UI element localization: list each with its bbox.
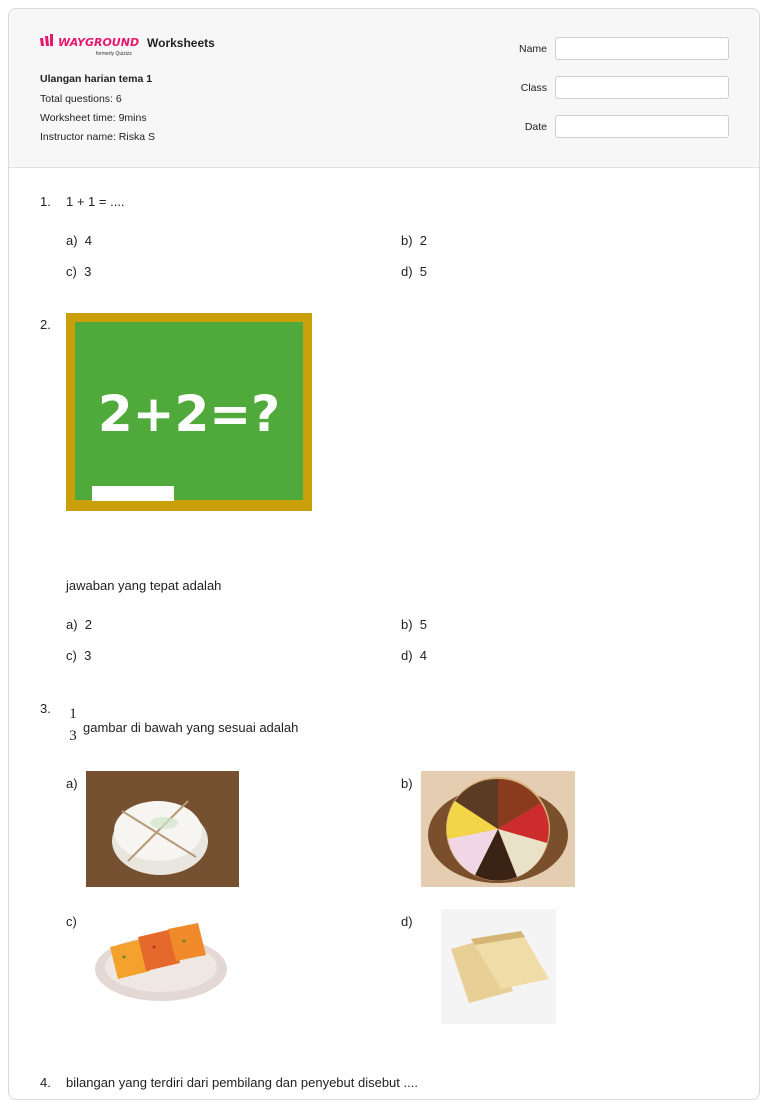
cake-image [86, 771, 239, 887]
worksheet-time: Worksheet time: 9mins [40, 112, 147, 124]
question-1-option-a [66, 233, 92, 248]
section-title: Worksheets [147, 36, 215, 50]
name-field[interactable] [555, 37, 729, 60]
fraction-denominator: 3 [69, 728, 77, 744]
question-3-option-a-letter: a) [66, 776, 78, 791]
worksheet-header [9, 9, 759, 168]
option-text: 5 [419, 617, 428, 632]
option-text: 5 [419, 264, 428, 279]
question-4-number: 4. [40, 1075, 51, 1090]
question-2-option-d [401, 648, 427, 663]
date-label: Date [524, 121, 547, 133]
worksheet-card [8, 8, 760, 1100]
chalkboard-image [66, 313, 312, 511]
question-3-text: gambar di bawah yang sesuai adalah [83, 720, 299, 735]
question-1-option-b [401, 233, 427, 248]
cake-slices-image [94, 917, 228, 1003]
date-field[interactable] [555, 115, 729, 138]
option-text: 2 [84, 617, 93, 632]
option-text: 3 [84, 648, 92, 663]
option-letter: b) [401, 617, 413, 632]
option-text: 4 [419, 648, 428, 663]
option-letter: d) [401, 264, 413, 279]
option-letter: c) [66, 264, 77, 279]
name-label: Name [518, 43, 547, 55]
option-letter: b) [401, 233, 413, 248]
brand-subtitle: formerly Quizizz [96, 51, 132, 57]
instructor-name: Instructor name: Riska S [40, 131, 155, 143]
option-letter: a) [66, 233, 78, 248]
question-1-option-c [66, 264, 91, 279]
chalkboard-equation: 2+2=? [97, 385, 281, 443]
question-2-number: 2. [40, 317, 51, 332]
question-1-number: 1. [40, 194, 51, 209]
question-3-number: 3. [40, 701, 51, 716]
question-1-option-d [401, 264, 427, 279]
question-3-option-d-letter: d) [401, 914, 413, 929]
question-2-text: jawaban yang tepat adalah [66, 578, 222, 593]
option-letter: d) [401, 648, 413, 663]
question-1-text: 1 + 1 = .... [66, 194, 125, 209]
class-field[interactable] [555, 76, 729, 99]
brand-name: WAYGROUND [58, 36, 139, 49]
question-2-option-a [66, 617, 92, 632]
option-text: 4 [84, 233, 93, 248]
question-4-text: bilangan yang terdiri dari pembilang dan penyebut disebut .... [66, 1075, 418, 1090]
question-2-option-b [401, 617, 427, 632]
wafer-biscuits-image [441, 909, 556, 1024]
worksheet-title: Ulangan harian tema 1 [40, 73, 153, 85]
total-questions: Total questions: 6 [40, 93, 122, 105]
question-2-option-c [66, 648, 91, 663]
class-label: Class [520, 82, 547, 94]
option-letter: a) [66, 617, 78, 632]
option-text: 3 [84, 264, 92, 279]
fraction-numerator: 1 [69, 706, 77, 722]
question-3-option-b-letter: b) [401, 776, 413, 791]
wayground-logo [39, 33, 139, 59]
option-text: 2 [419, 233, 428, 248]
pizza-image [421, 771, 575, 887]
option-letter: c) [66, 648, 77, 663]
question-3-option-c-letter: c) [66, 914, 77, 929]
